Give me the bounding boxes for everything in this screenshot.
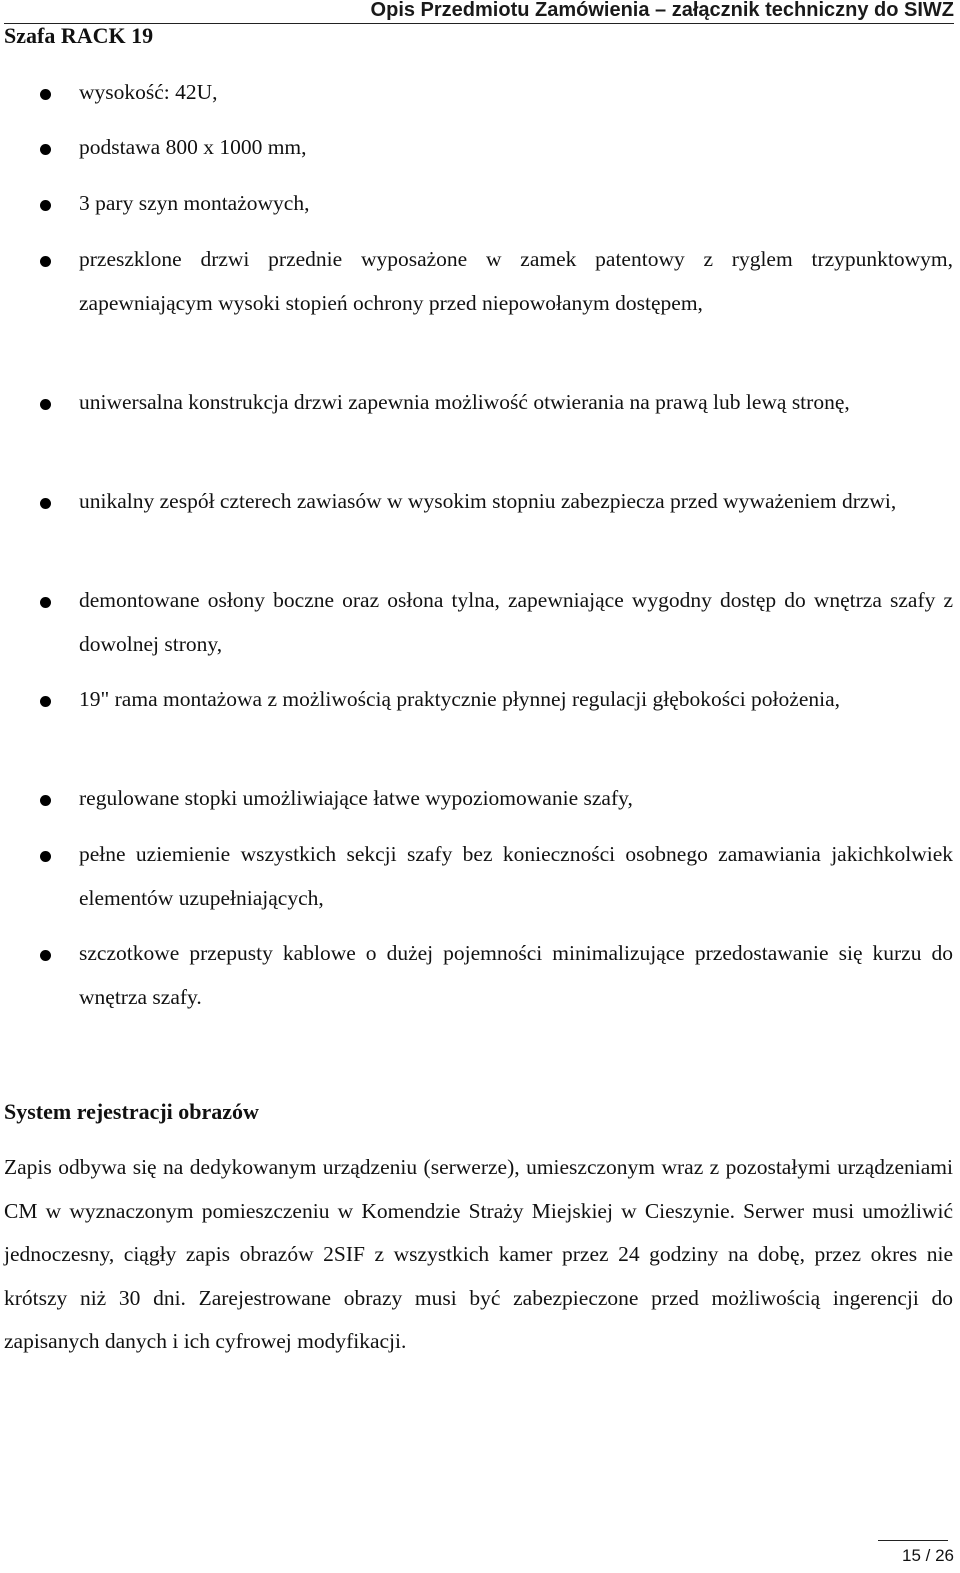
list-item [79, 238, 953, 325]
footer-divider [878, 1540, 948, 1541]
bullet-icon [40, 200, 51, 211]
bullet-icon [40, 851, 51, 862]
bullet-icon [40, 950, 51, 961]
bullet-icon [40, 696, 51, 707]
bullet-icon [40, 89, 51, 100]
bullet-icon [40, 597, 51, 608]
list-item [79, 182, 953, 226]
list-item-text: demontowane osłony boczne oraz osłona tylna, zapewniające wygodny dostęp do wnętrza szafy z dowolnej strony, [79, 588, 953, 656]
section-heading-rack: Szafa RACK 19 [4, 23, 154, 48]
list-item [79, 126, 953, 170]
bullet-icon [40, 144, 51, 155]
list-item-text: wysokość: 42U, [79, 80, 218, 104]
list-item-text: podstawa 800 x 1000 mm, [79, 135, 307, 159]
page-header-title: Opis Przedmiotu Zamówienia – załącznik techniczny do SIWZ [370, 0, 954, 21]
bullet-icon [40, 795, 51, 806]
list-item [79, 932, 953, 1019]
list-item-text: regulowane stopki umożliwiające łatwe wypoziomowanie szafy, [79, 786, 633, 810]
bullet-icon [40, 399, 51, 410]
list-item-text: 19" rama montażowa z możliwością praktycznie płynnej regulacji głębokości położenia, [79, 687, 841, 711]
bullet-icon [40, 498, 51, 509]
page-number: 15 / 26 [902, 1546, 954, 1565]
list-item-text: szczotkowe przepusty kablowe o dużej pojemności minimalizujące przedostawanie się kurzu do wnętrza szafy. [79, 941, 953, 1009]
list-item-text: przeszklone drzwi przednie wyposażone w zamek patentowy z ryglem trzypunktowym, zapewniającym wysoki stopień ochrony przed niepowołanym dostępem, [79, 247, 953, 315]
list-item-text: unikalny zespół czterech zawiasów w wysokim stopniu zabezpiecza przed wyważeniem drzwi, [79, 489, 897, 513]
list-item [79, 71, 953, 115]
list-item [79, 777, 953, 821]
list-item [79, 833, 953, 920]
list-item-text: pełne uziemienie wszystkich sekcji szafy bez konieczności osobnego zamawiania jakichkolwiek elementów uzupełniających, [79, 842, 953, 910]
list-item [79, 381, 953, 425]
section-heading-system: System rejestracji obrazów [4, 1099, 259, 1124]
list-item-text: uniwersalna konstrukcja drzwi zapewnia możliwość otwierania na prawą lub lewą stronę, [79, 390, 850, 414]
list-item-text: 3 pary szyn montażowych, [79, 191, 310, 215]
list-item [79, 579, 953, 666]
list-item [79, 480, 953, 524]
system-description-paragraph: Zapis odbywa się na dedykowanym urządzeniu (serwerze), umieszczonym wraz z pozostałymi urządzeniami CM w wyznaczonym pomieszczeniu w Komendzie Straży Miejskiej w Cieszynie. Serwer musi umożliwić jednoczesny, ciągły zapis obrazów 2SIF z wszystkich kamer przez 24 godziny na dobę, przez okres nie krótszy niż 30 dni. Zarejestrowane obrazy musi być zabezpieczone przed możliwością ingerencji do zapisanych danych i ich cyfrowej modyfikacji. [4, 1155, 953, 1353]
bullet-icon [40, 256, 51, 267]
list-item [79, 678, 953, 722]
